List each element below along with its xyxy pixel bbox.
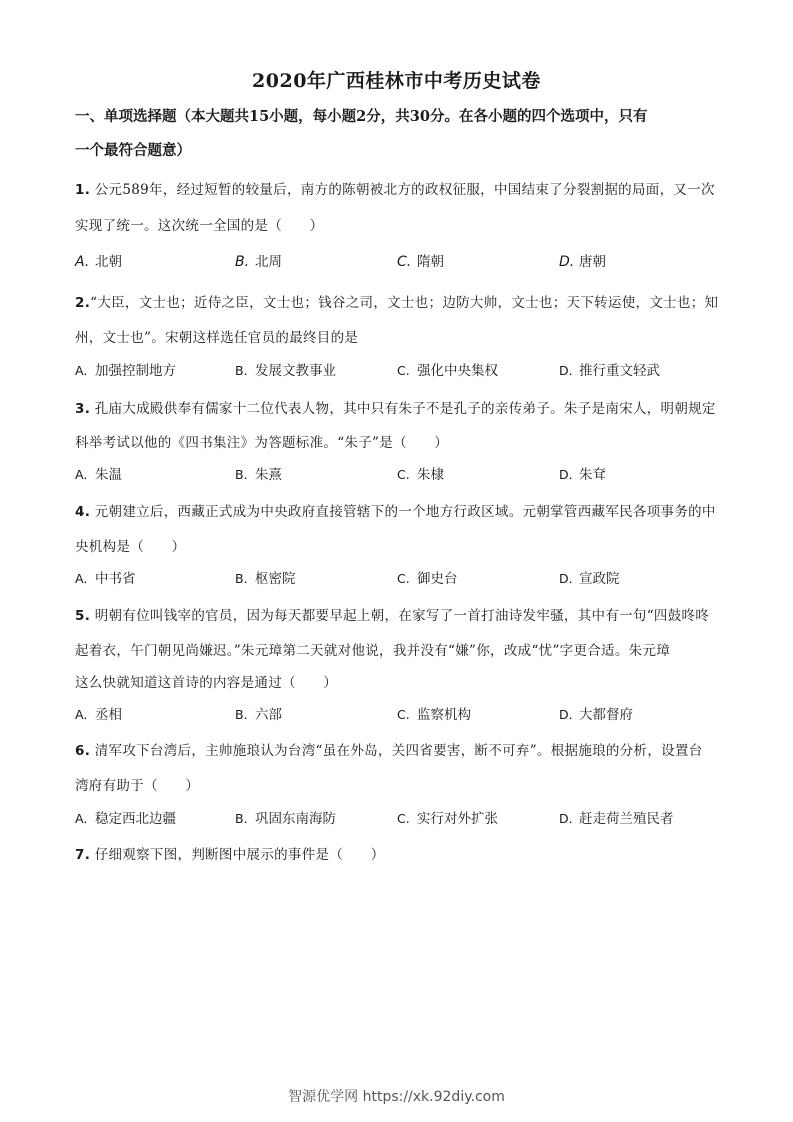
option-letter: A. [75, 363, 88, 378]
option-text: 丞相 [95, 707, 122, 723]
option-text: 监察机构 [417, 707, 471, 723]
question-text: 明朝有位叫钱宰的官员，因为每天都要早起上朝，在家写了一首打油诗发牢骚，其中有一句“四鼓咚咚 [94, 608, 710, 624]
option-text: 赶走荷兰殖民者 [579, 811, 674, 827]
question-1-line-1 [75, 178, 725, 198]
question-number: 2. [75, 295, 91, 311]
section-heading-line-2: 一个最符合题意） [75, 142, 191, 159]
option-letter: B. [235, 467, 248, 482]
option-b[interactable] [235, 807, 336, 827]
option-text: 朱耷 [579, 467, 606, 483]
page-title: 2020年广西桂林市中考历史试卷 [252, 70, 541, 92]
question-6-line-1 [75, 739, 725, 759]
option-letter: D. [559, 254, 575, 270]
question-4-line-2: 央机构是（ ） [75, 539, 186, 555]
question-4-line-1 [75, 500, 725, 520]
option-text: 宣政院 [579, 571, 620, 587]
question-5-options [75, 703, 725, 723]
option-text: 北朝 [95, 254, 122, 270]
question-number: 3. [75, 401, 91, 417]
option-letter: A. [75, 707, 88, 722]
option-text: 稳定西北边疆 [95, 811, 176, 827]
option-letter: D. [559, 707, 573, 722]
option-b[interactable] [235, 359, 336, 379]
option-text: 加强控制地方 [95, 363, 176, 379]
question-1-options [75, 250, 725, 270]
option-letter: B. [235, 571, 248, 586]
option-a[interactable] [75, 359, 176, 379]
option-letter: C. [397, 707, 410, 722]
option-letter: D. [559, 571, 573, 586]
option-text: 朱熹 [255, 467, 282, 483]
question-6-options [75, 807, 725, 827]
footer-watermark: 智源优学网 https://xk.92diy.com [288, 1089, 505, 1105]
question-5-line-1 [75, 604, 725, 624]
section-heading-line-1: 一、单项选择题（本大题共15小题，每小题2分，共30分。在各小题的四个选项中，只有 [75, 108, 648, 125]
question-6-line-2: 湾府有助于（ ） [75, 778, 200, 794]
option-letter: A. [75, 571, 88, 586]
question-2-line-2: 州，文士也”。宋朝这样选任官员的最终目的是 [75, 330, 359, 346]
question-3-line-2: 科举考试以他的《四书集注》为答题标准。“朱子”是（ ） [75, 435, 449, 451]
option-letter: C. [397, 571, 410, 586]
question-text: 孔庙大成殿供奉有儒家十二位代表人物，其中只有朱子不是孔子的亲传弟子。朱子是南宋人，明朝规定 [94, 401, 716, 417]
option-letter: C. [397, 467, 410, 482]
option-d[interactable] [559, 807, 674, 827]
option-text: 六部 [255, 707, 282, 723]
option-a[interactable] [75, 567, 136, 587]
option-d[interactable] [559, 359, 660, 379]
option-a[interactable] [75, 463, 122, 483]
question-text: 元朝建立后，西藏正式成为中央政府直接管辖下的一个地方行政区域。元朝掌管西藏军民各项事务的中 [94, 504, 716, 520]
question-7-line-1 [75, 843, 725, 863]
option-text: 御史台 [417, 571, 458, 587]
question-number: 4. [75, 504, 91, 520]
option-letter: B. [235, 707, 248, 722]
option-a[interactable] [75, 703, 122, 723]
option-b[interactable] [235, 703, 282, 723]
option-c[interactable] [397, 567, 458, 587]
option-b[interactable] [235, 567, 296, 587]
option-letter: A. [75, 811, 88, 826]
question-2-line-1 [75, 291, 725, 311]
option-letter: D. [559, 363, 573, 378]
question-number: 5. [75, 608, 91, 624]
option-a[interactable] [75, 807, 176, 827]
option-d[interactable] [559, 703, 633, 723]
question-3-options [75, 463, 725, 483]
question-text: 清军攻下台湾后，主帅施琅认为台湾“虽在外岛，关四省要害，断不可弃”。根据施琅的分析，设置台 [94, 743, 703, 759]
option-text: 中书省 [95, 571, 136, 587]
option-text: 大都督府 [579, 707, 633, 723]
option-d[interactable] [559, 463, 606, 483]
option-c[interactable] [397, 703, 471, 723]
option-letter: B. [235, 254, 250, 270]
option-letter: A. [75, 467, 88, 482]
question-text: “大臣，文士也；近侍之臣，文士也；钱谷之司，文士也；边防大帅，文士也；天下转运使，文士也；知 [90, 295, 719, 311]
option-a[interactable] [75, 250, 122, 270]
question-5-line-2: 起着衣，午门朝见尚嫌迟。”朱元璋第二天就对他说，我并没有“嫌”你，改成“忧”字更合适。朱元璋 [75, 643, 671, 659]
question-number: 1. [75, 182, 91, 198]
option-letter: C. [397, 811, 410, 826]
option-text: 强化中央集权 [417, 363, 498, 379]
option-text: 实行对外扩张 [417, 811, 498, 827]
question-2-options [75, 359, 725, 379]
option-text: 北周 [255, 254, 282, 270]
question-text: 仔细观察下图，判断图中展示的事件是（ ） [94, 847, 385, 863]
question-3-line-1 [75, 397, 725, 417]
option-c[interactable] [397, 359, 498, 379]
option-letter: A. [75, 254, 90, 270]
option-text: 唐朝 [579, 254, 606, 270]
question-number: 7. [75, 847, 91, 863]
question-1-line-2: 实现了统一。这次统一全国的是（ ） [75, 218, 324, 234]
option-d[interactable] [559, 250, 606, 270]
option-letter: C. [397, 254, 412, 270]
option-d[interactable] [559, 567, 620, 587]
option-text: 巩固东南海防 [255, 811, 336, 827]
option-letter: B. [235, 811, 248, 826]
option-text: 朱棣 [417, 467, 444, 483]
option-c[interactable] [397, 463, 444, 483]
option-letter: D. [559, 811, 573, 826]
question-4-options [75, 567, 725, 587]
option-c[interactable] [397, 807, 498, 827]
option-letter: B. [235, 363, 248, 378]
option-text: 枢密院 [255, 571, 296, 587]
option-text: 朱温 [95, 467, 122, 483]
option-text: 发展文教事业 [255, 363, 336, 379]
option-text: 推行重文轻武 [579, 363, 660, 379]
question-number: 6. [75, 743, 91, 759]
question-text: 公元589年，经过短暂的较量后，南方的陈朝被北方的政权征服，中国结束了分裂割据的局面，又一次 [94, 182, 715, 198]
option-letter: C. [397, 363, 410, 378]
option-letter: D. [559, 467, 573, 482]
option-text: 隋朝 [417, 254, 444, 270]
question-5-line-3: 这么快就知道这首诗的内容是通过（ ） [75, 675, 338, 691]
option-b[interactable] [235, 463, 282, 483]
option-c[interactable] [397, 250, 444, 270]
option-b[interactable] [235, 250, 282, 270]
